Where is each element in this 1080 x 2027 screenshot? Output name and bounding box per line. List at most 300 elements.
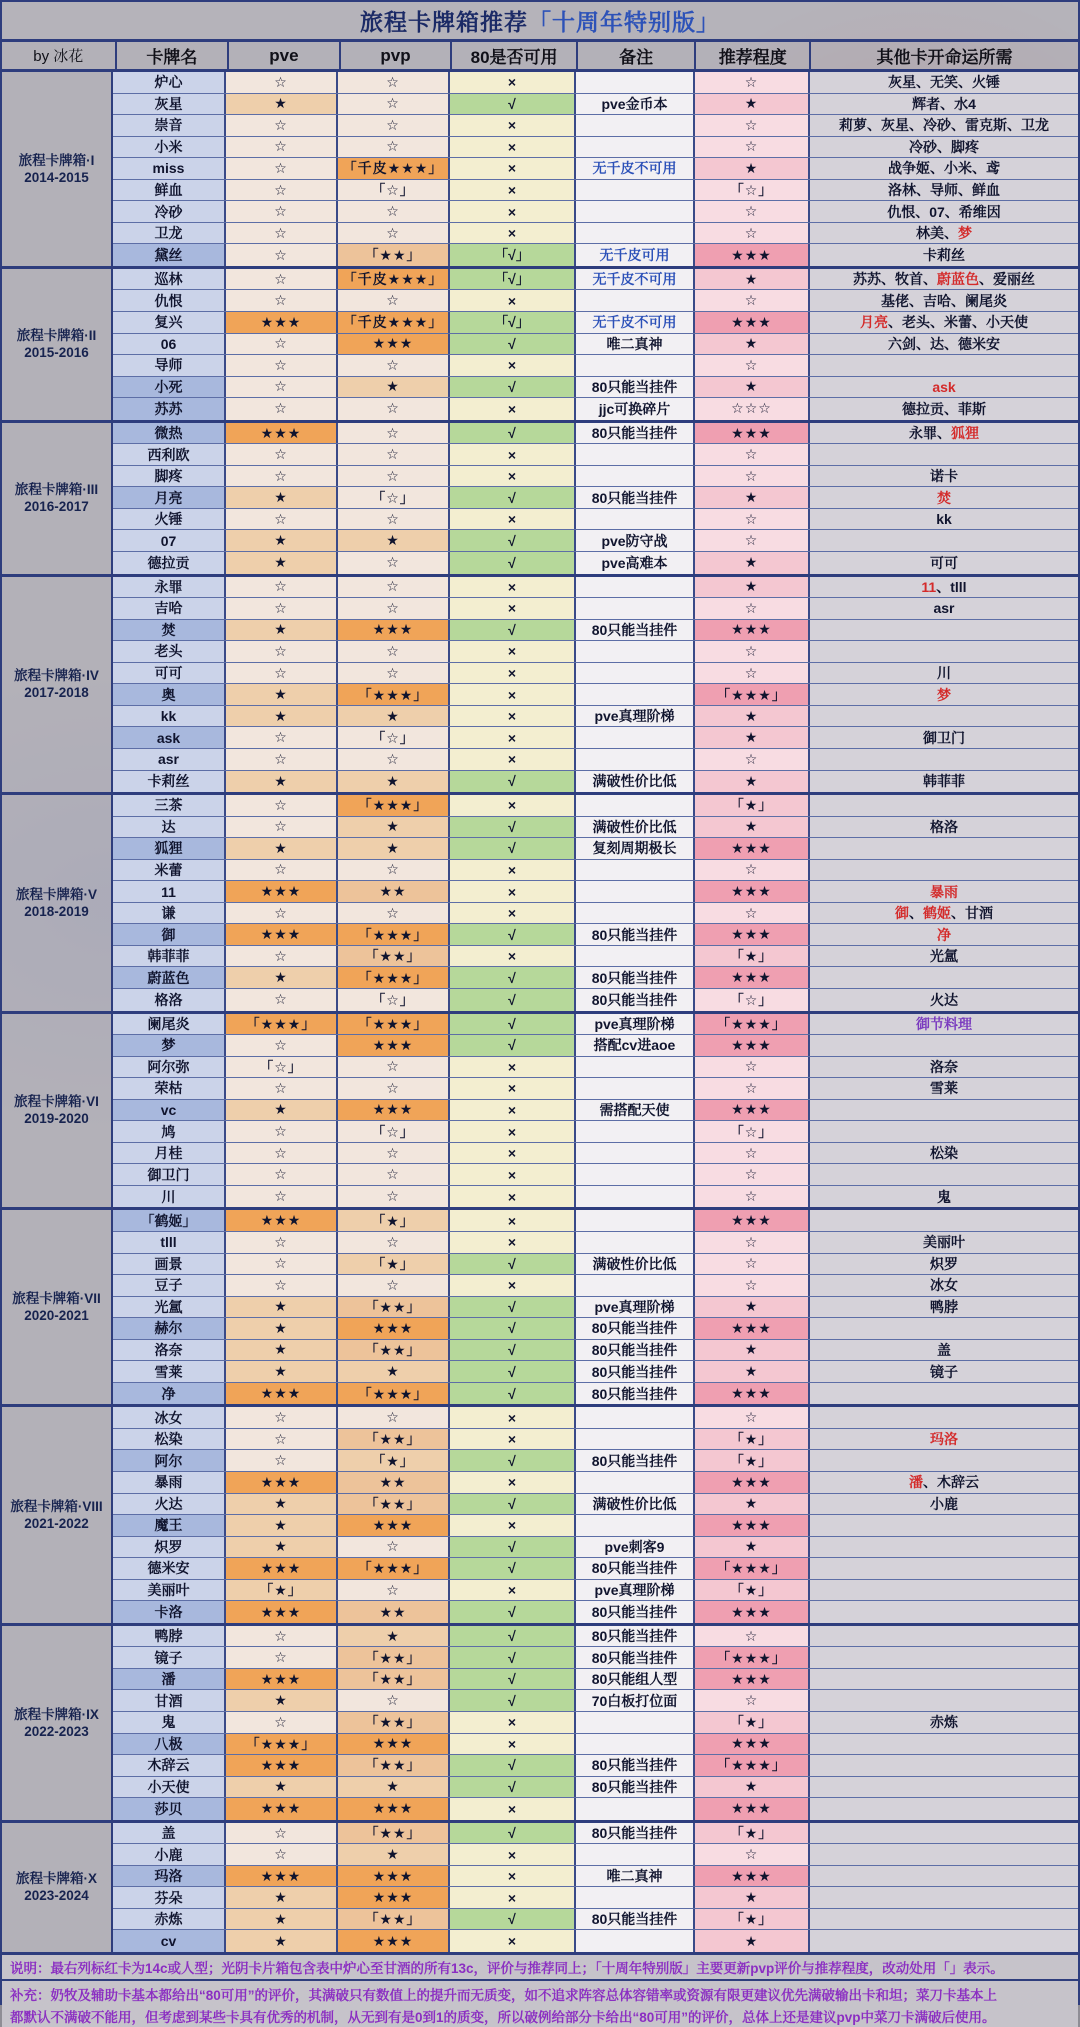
fate-card-name: 洛林、导师、鲜血 xyxy=(888,182,1000,198)
card-name-cell: asr xyxy=(113,749,226,770)
pve-rating-cell: ★★★ xyxy=(226,1601,338,1623)
table-row xyxy=(113,946,1078,968)
card-name-cell: 卡洛 xyxy=(113,1601,226,1623)
card-name-cell: 西利欧 xyxy=(113,444,226,465)
fate-cards-cell xyxy=(810,1100,1078,1121)
group-rows xyxy=(113,72,1078,266)
card-name-cell: 冷砂 xyxy=(113,201,226,222)
fate-cards-cell xyxy=(810,1930,1078,1952)
availability-cell: × xyxy=(450,1078,576,1099)
group-label-years: 2020-2021 xyxy=(24,1308,89,1324)
note-cell: 80只能当挂件 xyxy=(576,989,695,1011)
pvp-rating-cell: ☆ xyxy=(338,860,450,881)
fate-card-name: 镜子 xyxy=(930,1363,958,1380)
fate-cards-cell xyxy=(810,1121,1078,1142)
pvp-rating-cell: ★ xyxy=(338,1844,450,1865)
fate-cards-cell xyxy=(810,509,1078,530)
fate-card-name: 、木辞云 xyxy=(923,1474,979,1491)
fate-card-name: 11 xyxy=(921,578,937,595)
recommendation-cell: ★★★ xyxy=(695,1383,810,1405)
recommendation-cell: ☆ xyxy=(695,1164,810,1185)
pvp-rating-cell: ★ xyxy=(338,1777,450,1798)
pvp-rating-cell: ★★★ xyxy=(338,620,450,641)
pve-rating-cell: ☆ xyxy=(226,137,338,158)
fate-cards-cell xyxy=(810,663,1078,684)
recommendation-cell: ★ xyxy=(695,94,810,115)
recommendation-cell: 「★★★」 xyxy=(695,1755,810,1776)
fate-card-name: 蔚蓝色 xyxy=(937,271,979,288)
pvp-rating-cell: ☆ xyxy=(338,1690,450,1711)
recommendation-cell: 「☆」 xyxy=(695,180,810,201)
card-name-cell: 仇恨 xyxy=(113,290,226,311)
fate-card-name: 玛洛 xyxy=(930,1431,958,1448)
group-label-years: 2014-2015 xyxy=(24,169,89,185)
pvp-rating-cell: 「★★★」 xyxy=(338,1383,450,1405)
fate-card-name: 美丽叶 xyxy=(923,1234,965,1251)
recommendation-cell: 「★★★」 xyxy=(695,684,810,705)
note-cell: 80只能当挂件 xyxy=(576,1777,695,1798)
pvp-rating-cell: ★★★ xyxy=(338,1318,450,1339)
availability-cell: × xyxy=(450,1866,576,1887)
note-cell: 唯二真神 xyxy=(576,1866,695,1887)
recommendation-cell: ★ xyxy=(695,1494,810,1515)
note-cell xyxy=(576,1057,695,1078)
pve-rating-cell: ☆ xyxy=(226,466,338,487)
fate-card-name: 永罪、 xyxy=(909,425,951,442)
fate-card-name: 狐狸 xyxy=(951,425,979,442)
note-cell xyxy=(576,1186,695,1208)
table-row xyxy=(113,444,1078,466)
table-row xyxy=(113,1515,1078,1537)
table-row xyxy=(113,377,1078,399)
pve-rating-cell: ☆ xyxy=(226,946,338,967)
fate-cards-cell xyxy=(810,423,1078,444)
availability-cell: √ xyxy=(450,967,576,988)
fate-card-name: 诺卡 xyxy=(930,468,958,485)
pvp-rating-cell: ★★★ xyxy=(338,1930,450,1952)
note-cell xyxy=(576,1515,695,1536)
fate-cards-cell xyxy=(810,1909,1078,1930)
table-row xyxy=(113,1078,1078,1100)
note-cell: 80只能当挂件 xyxy=(576,1601,695,1623)
card-name-cell: 小天使 xyxy=(113,1777,226,1798)
fate-cards-cell xyxy=(810,946,1078,967)
recommendation-cell: ☆ xyxy=(695,860,810,881)
pve-rating-cell: ★ xyxy=(226,1494,338,1515)
note-cell xyxy=(576,115,695,136)
card-box-group xyxy=(2,1014,1078,1211)
note-cell xyxy=(576,946,695,967)
table-row xyxy=(113,1186,1078,1208)
pve-rating-cell: ☆ xyxy=(226,1626,338,1647)
pve-rating-cell: ☆ xyxy=(226,989,338,1011)
pvp-rating-cell: 「千皮★★★」 xyxy=(338,312,450,333)
note-cell: 80只能当挂件 xyxy=(576,967,695,988)
fate-card-name: 光氲 xyxy=(930,948,958,965)
pve-rating-cell: ☆ xyxy=(226,444,338,465)
pvp-rating-cell: ☆ xyxy=(338,290,450,311)
card-name-cell: 月亮 xyxy=(113,487,226,508)
group-label-name: 旅程卡牌箱·X xyxy=(16,1871,97,1887)
card-name-cell: 三茶 xyxy=(113,795,226,816)
fate-card-name: 梦 xyxy=(958,225,972,242)
availability-cell: × xyxy=(450,115,576,136)
pvp-rating-cell: 「★★★」 xyxy=(338,684,450,705)
recommendation-cell: ★ xyxy=(695,269,810,290)
fate-cards-cell xyxy=(810,1626,1078,1647)
fate-card-name: 盖 xyxy=(937,1341,951,1358)
card-name-cell: 黛丝 xyxy=(113,244,226,266)
card-box-group xyxy=(2,1823,1078,1954)
pvp-rating-cell: ☆ xyxy=(338,1232,450,1253)
fate-cards-cell xyxy=(810,1450,1078,1471)
recommendation-cell: ☆ xyxy=(695,444,810,465)
fate-cards-cell xyxy=(810,158,1078,179)
pvp-rating-cell: 「☆」 xyxy=(338,989,450,1011)
availability-cell: × xyxy=(450,1734,576,1755)
availability-cell: √ xyxy=(450,1690,576,1711)
group-label-name: 旅程卡牌箱·VIII xyxy=(10,1499,103,1515)
note-cell: pve刺客9 xyxy=(576,1537,695,1558)
fate-card-name: 冷砂、脚疼 xyxy=(909,138,979,155)
fate-cards-cell xyxy=(810,727,1078,748)
recommendation-cell: ☆ xyxy=(695,509,810,530)
pve-rating-cell: ☆ xyxy=(226,1232,338,1253)
availability-cell: × xyxy=(450,1232,576,1253)
fate-cards-cell xyxy=(810,334,1078,355)
pvp-rating-cell: 「★★」 xyxy=(338,946,450,967)
note-cell: 80只能当挂件 xyxy=(576,423,695,444)
pvp-rating-cell: ★★★ xyxy=(338,1100,450,1121)
pvp-rating-cell: ★ xyxy=(338,530,450,551)
pve-rating-cell: ★ xyxy=(226,1340,338,1361)
pvp-rating-cell: ☆ xyxy=(338,1057,450,1078)
fate-cards-cell xyxy=(810,1232,1078,1253)
table-row xyxy=(113,598,1078,620)
availability-cell: √ xyxy=(450,1626,576,1647)
table-row xyxy=(113,244,1078,266)
pve-rating-cell: ☆ xyxy=(226,72,338,93)
table-row xyxy=(113,1866,1078,1888)
pve-rating-cell: ☆ xyxy=(226,223,338,244)
pve-rating-cell: ★ xyxy=(226,1777,338,1798)
availability-cell: × xyxy=(450,1186,576,1208)
table-row xyxy=(113,1798,1078,1820)
fate-cards-cell xyxy=(810,444,1078,465)
table-row xyxy=(113,1232,1078,1254)
table-row xyxy=(113,72,1078,94)
recommendation-cell: ☆ xyxy=(695,1057,810,1078)
availability-cell: √ xyxy=(450,1035,576,1056)
card-box-group xyxy=(2,1626,1078,1823)
card-name-cell: 赤炼 xyxy=(113,1909,226,1930)
table-row xyxy=(113,1494,1078,1516)
fate-cards-cell xyxy=(810,989,1078,1011)
availability-cell: √ xyxy=(450,1537,576,1558)
fate-cards-cell xyxy=(810,1690,1078,1711)
card-name-cell: tlll xyxy=(113,1232,226,1253)
note-cell xyxy=(576,1407,695,1428)
table-row xyxy=(113,423,1078,445)
fate-card-name: 战争姬、小米、鸢 xyxy=(888,160,1000,177)
availability-cell: √ xyxy=(450,1254,576,1275)
card-name-cell: 镜子 xyxy=(113,1647,226,1668)
availability-cell: × xyxy=(450,223,576,244)
pvp-rating-cell: ☆ xyxy=(338,94,450,115)
table-row xyxy=(113,1383,1078,1405)
table-row xyxy=(113,94,1078,116)
availability-cell: × xyxy=(450,137,576,158)
card-name-cell: 奥 xyxy=(113,684,226,705)
availability-cell: × xyxy=(450,509,576,530)
card-name-cell: 小鹿 xyxy=(113,1844,226,1865)
fate-card-name: 赤炼 xyxy=(930,1714,958,1731)
pve-rating-cell: ☆ xyxy=(226,1647,338,1668)
note-cell xyxy=(576,1887,695,1908)
note-cell xyxy=(576,1712,695,1733)
availability-cell: √ xyxy=(450,1777,576,1798)
group-label-years: 2015-2016 xyxy=(24,345,89,361)
pve-rating-cell: ★★★ xyxy=(226,1798,338,1820)
table-row xyxy=(113,817,1078,839)
group-label-name: 旅程卡牌箱·V xyxy=(16,886,97,902)
table-header xyxy=(2,42,1078,72)
table-row xyxy=(113,1777,1078,1799)
table-row xyxy=(113,881,1078,903)
group-label xyxy=(2,577,113,792)
table-row xyxy=(113,115,1078,137)
availability-cell: × xyxy=(450,1143,576,1164)
note-cell xyxy=(576,1429,695,1450)
pve-rating-cell: 「★」 xyxy=(226,1580,338,1601)
fate-card-name: 梦 xyxy=(937,686,951,703)
fate-cards-cell xyxy=(810,1318,1078,1339)
group-rows xyxy=(113,423,1078,574)
recommendation-cell: ☆☆☆ xyxy=(695,398,810,420)
fate-cards-cell xyxy=(810,1734,1078,1755)
table-row xyxy=(113,269,1078,291)
group-label-years: 2018-2019 xyxy=(24,903,89,919)
fate-cards-cell xyxy=(810,749,1078,770)
fate-card-name: 灰星、无笑、火锤 xyxy=(888,74,1000,91)
card-name-cell: 暴雨 xyxy=(113,1472,226,1493)
recommendation-cell: ★ xyxy=(695,334,810,355)
availability-cell: × xyxy=(450,1164,576,1185)
note-cell xyxy=(576,509,695,530)
pve-rating-cell: ★ xyxy=(226,1887,338,1908)
pve-rating-cell: ☆ xyxy=(226,749,338,770)
table-row xyxy=(113,180,1078,202)
note-cell: 80只能当挂件 xyxy=(576,1626,695,1647)
pvp-rating-cell: ★ xyxy=(338,817,450,838)
table-row xyxy=(113,1143,1078,1165)
pve-rating-cell: ☆ xyxy=(226,1254,338,1275)
pvp-rating-cell: ★★ xyxy=(338,881,450,902)
card-name-cell: 崇音 xyxy=(113,115,226,136)
note-cell xyxy=(576,290,695,311)
pvp-rating-cell: ★ xyxy=(338,706,450,727)
availability-cell: √ xyxy=(450,487,576,508)
recommendation-cell: ☆ xyxy=(695,223,810,244)
pve-rating-cell: ☆ xyxy=(226,727,338,748)
availability-cell: √ xyxy=(450,1014,576,1035)
table-row xyxy=(113,1930,1078,1952)
pvp-rating-cell: ☆ xyxy=(338,641,450,662)
recommendation-cell: ☆ xyxy=(695,1690,810,1711)
pve-rating-cell: ☆ xyxy=(226,115,338,136)
availability-cell: × xyxy=(450,355,576,376)
note-cell: 80只能当挂件 xyxy=(576,1823,695,1844)
pve-rating-cell: ★★★ xyxy=(226,881,338,902)
card-box-group xyxy=(2,72,1078,269)
pvp-rating-cell: ★ xyxy=(338,1361,450,1382)
card-name-cell: 画景 xyxy=(113,1254,226,1275)
card-name-cell: 小米 xyxy=(113,137,226,158)
fate-cards-cell xyxy=(810,860,1078,881)
recommendation-cell: ★★★ xyxy=(695,244,810,266)
pve-rating-cell: ★ xyxy=(226,771,338,793)
note-cell: 80只能当挂件 xyxy=(576,620,695,641)
recommendation-cell: ★★★ xyxy=(695,1100,810,1121)
pvp-rating-cell: 「★★」 xyxy=(338,1297,450,1318)
table-row xyxy=(113,158,1078,180)
group-rows xyxy=(113,795,1078,1010)
card-name-cell: 冰女 xyxy=(113,1407,226,1428)
table-row xyxy=(113,1669,1078,1691)
recommendation-cell: ★ xyxy=(695,577,810,598)
table-row xyxy=(113,290,1078,312)
recommendation-cell: ☆ xyxy=(695,1186,810,1208)
recommendation-cell: ★ xyxy=(695,158,810,179)
availability-cell: × xyxy=(450,860,576,881)
note-cell: 80只能当挂件 xyxy=(576,1383,695,1405)
pvp-rating-cell: 「★★」 xyxy=(338,1647,450,1668)
card-name-cell: 阑尾炎 xyxy=(113,1014,226,1035)
table-row xyxy=(113,1823,1078,1845)
pve-rating-cell: ☆ xyxy=(226,180,338,201)
fate-cards-cell xyxy=(810,1057,1078,1078)
pvp-rating-cell: ★★★ xyxy=(338,1035,450,1056)
fate-card-name: 苏苏、牧首、 xyxy=(853,271,937,288)
fate-card-name: 林美、 xyxy=(916,225,958,242)
pvp-rating-cell: ☆ xyxy=(338,115,450,136)
availability-cell: √ xyxy=(450,1340,576,1361)
card-name-cell: 木辞云 xyxy=(113,1755,226,1776)
recommendation-cell: 「★★★」 xyxy=(695,1647,810,1668)
card-box-group xyxy=(2,795,1078,1013)
card-name-cell: 御 xyxy=(113,924,226,945)
pvp-rating-cell: ☆ xyxy=(338,598,450,619)
recommendation-cell: ☆ xyxy=(695,1407,810,1428)
pvp-rating-cell: ★ xyxy=(338,1626,450,1647)
table-row xyxy=(113,1734,1078,1756)
pvp-rating-cell: ☆ xyxy=(338,201,450,222)
availability-cell: √ xyxy=(450,838,576,859)
fate-card-name: 月亮 xyxy=(860,314,888,331)
recommendation-cell: ★ xyxy=(695,1777,810,1798)
note-cell xyxy=(576,1275,695,1296)
note-cell: 搭配cv进aoe xyxy=(576,1035,695,1056)
note-cell: pve高难本 xyxy=(576,552,695,574)
table-row xyxy=(113,201,1078,223)
pve-rating-cell: 「☆」 xyxy=(226,1057,338,1078)
pve-rating-cell: ☆ xyxy=(226,244,338,266)
card-name-cell: 赫尔 xyxy=(113,1318,226,1339)
fate-cards-cell xyxy=(810,771,1078,793)
group-label-name: 旅程卡牌箱·I xyxy=(18,152,95,168)
table-row xyxy=(113,1297,1078,1319)
card-name-cell: 御卫门 xyxy=(113,1164,226,1185)
pvp-rating-cell: ★★★ xyxy=(338,334,450,355)
table-row xyxy=(113,903,1078,925)
fate-cards-cell xyxy=(810,577,1078,598)
fate-card-name: 御卫门 xyxy=(923,729,965,746)
note-cell xyxy=(576,355,695,376)
table-row xyxy=(113,1275,1078,1297)
fate-card-name: 冰女 xyxy=(930,1277,958,1294)
availability-cell: √ xyxy=(450,94,576,115)
availability-cell: √ xyxy=(450,1669,576,1690)
table-row xyxy=(113,1755,1078,1777)
recommendation-cell: ★★★ xyxy=(695,1866,810,1887)
pve-rating-cell: ☆ xyxy=(226,1143,338,1164)
note-cell xyxy=(576,684,695,705)
recommendation-cell: ☆ xyxy=(695,749,810,770)
note-cell xyxy=(576,749,695,770)
availability-cell: × xyxy=(450,1210,576,1231)
fate-cards-cell xyxy=(810,795,1078,816)
note-cell: 80只能当挂件 xyxy=(576,1755,695,1776)
pvp-rating-cell: ☆ xyxy=(338,1078,450,1099)
table-row xyxy=(113,1035,1078,1057)
pvp-rating-cell: ☆ xyxy=(338,577,450,598)
availability-cell: √ xyxy=(450,924,576,945)
recommendation-cell: ★ xyxy=(695,771,810,793)
availability-cell: √ xyxy=(450,1755,576,1776)
pvp-rating-cell: ☆ xyxy=(338,1537,450,1558)
note-cell xyxy=(576,881,695,902)
card-name-cell: 11 xyxy=(113,881,226,902)
availability-cell: × xyxy=(450,881,576,902)
recommendation-cell: ★ xyxy=(695,727,810,748)
availability-cell: × xyxy=(450,727,576,748)
fate-cards-cell xyxy=(810,641,1078,662)
card-name-cell: 「鹤姬」 xyxy=(113,1210,226,1231)
group-rows xyxy=(113,577,1078,792)
fate-cards-cell xyxy=(810,1407,1078,1428)
availability-cell: × xyxy=(450,663,576,684)
recommendation-cell: ☆ xyxy=(695,641,810,662)
fate-card-name: 、老头、米蕾、小天使 xyxy=(888,314,1028,331)
fate-cards-cell xyxy=(810,530,1078,551)
fate-card-name: 暴雨 xyxy=(930,883,958,900)
card-name-cell: vc xyxy=(113,1100,226,1121)
pvp-rating-cell: ☆ xyxy=(338,1164,450,1185)
pvp-rating-cell: 「★★」 xyxy=(338,1755,450,1776)
pve-rating-cell: ★ xyxy=(226,1690,338,1711)
recommendation-cell: 「★」 xyxy=(695,795,810,816)
card-name-cell: 韩菲菲 xyxy=(113,946,226,967)
pvp-rating-cell: ☆ xyxy=(338,137,450,158)
footer-note-line2: 补充：奶牧及辅助卡基本都给出“80可用”的评价，其满破只有数值上的提升而无质变，如不追求阵容总体容错率或资源有限更建议优先满破输出卡和坦；菜刀卡基本上 xyxy=(10,1988,998,2004)
fate-cards-cell xyxy=(810,115,1078,136)
fate-cards-cell xyxy=(810,1297,1078,1318)
note-cell: 需搭配天使 xyxy=(576,1100,695,1121)
recommendation-cell: ★★★ xyxy=(695,1601,810,1623)
card-name-cell: 微热 xyxy=(113,423,226,444)
group-label-name: 旅程卡牌箱·III xyxy=(14,482,99,498)
fate-cards-cell xyxy=(810,620,1078,641)
